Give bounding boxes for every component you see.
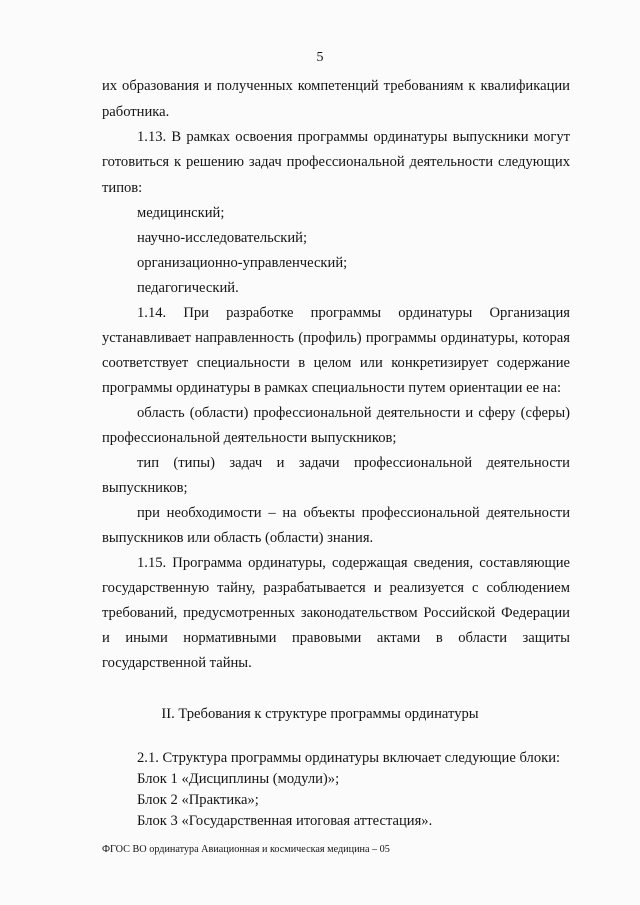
paragraph-1-13: 1.13. В рамках освоения программы ординатуры выпускники могут [137,129,570,145]
paragraph-2-1: 2.1. Структура программы ординатуры включает следующие блоки: [137,750,561,766]
text-line: программы ординатуры в рамках специальности путем ориентации ее на: [102,380,562,396]
text-line: при необходимости – на объекты профессиональной деятельности [137,505,570,521]
text-line: соответствует специальности в целом или конкретизирует содержание [102,355,570,371]
block-item: Блок 3 «Государственная итоговая аттестация». [137,813,433,829]
list-item: научно-исследовательский; [137,230,308,246]
text-line: тип (типы) задач и задачи профессиональной деятельности [137,455,570,471]
text-line: типов: [102,180,143,196]
page-number: 5 [316,50,324,65]
text-line: область (области) профессиональной деятельности и сферу (сферы) [137,405,570,421]
text-line: выпускников или область (области) знания. [102,530,374,546]
block-item: Блок 2 «Практика»; [137,792,259,808]
text-line: работника. [102,104,170,120]
section-heading: II. Требования к структуре программы ординатуры [161,706,479,722]
text-line: устанавливает направленность (профиль) программы ординатуры, которая [102,330,570,346]
paragraph-1-14: 1.14. При разработке программы ординатуры Организация [137,305,570,321]
text-line: готовиться к решению задач профессиональной деятельности следующих [102,154,570,170]
list-item: педагогический. [137,280,239,296]
text-line: и иными нормативными правовыми актами в области защиты [102,630,570,646]
text-line: требований, предусмотренных законодательством Российской Федерации [102,605,570,621]
text-line: государственной тайны. [102,655,252,671]
list-item: организационно-управленческий; [137,255,348,271]
list-item: медицинский; [137,205,225,221]
paragraph-1-15: 1.15. Программа ординатуры, содержащая сведения, составляющие [137,555,570,571]
text-line: выпускников; [102,480,188,496]
block-item: Блок 1 «Дисциплины (модули)»; [137,771,340,787]
text-line: государственную тайну, разрабатывается и реализуется с соблюдением [102,580,570,596]
page-footer: ФГОС ВО ординатура Авиационная и космическая медицина – 05 [102,844,390,855]
text-line: их образования и полученных компетенций требованиям к квалификации [102,78,570,94]
text-line: профессиональной деятельности выпускников; [102,430,397,446]
